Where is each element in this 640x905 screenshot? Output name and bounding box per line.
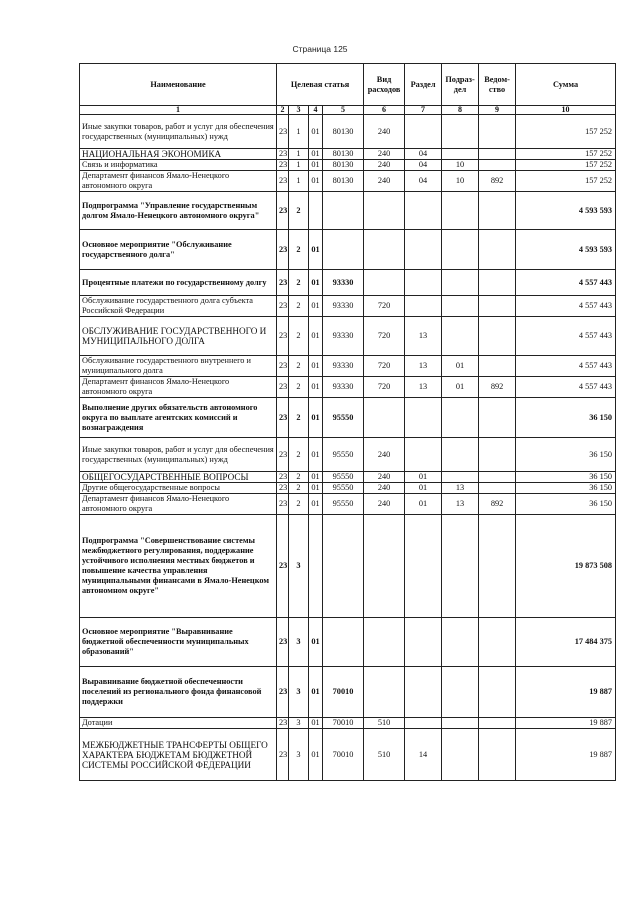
row-code-cell: 01 — [309, 494, 323, 515]
table-row — [80, 494, 616, 515]
row-expense-type-cell: 240 — [364, 494, 405, 515]
row-code-cell: 01 — [309, 149, 323, 160]
row-code-cell: 95550 — [323, 483, 364, 494]
header-row — [80, 64, 616, 106]
row-department-cell — [479, 718, 516, 729]
row-amount-cell: 36 150 — [516, 398, 616, 438]
row-expense-type-cell: 720 — [364, 296, 405, 317]
row-code-cell: 95550 — [323, 472, 364, 483]
row-section-cell — [405, 270, 442, 296]
row-amount-cell: 36 150 — [516, 494, 616, 515]
row-code-cell: 23 — [277, 160, 289, 171]
row-amount-cell: 4 557 443 — [516, 377, 616, 398]
table-row — [80, 438, 616, 472]
row-code-cell: 1 — [289, 149, 309, 160]
row-amount-cell: 36 150 — [516, 483, 616, 494]
row-code-cell: 70010 — [323, 729, 364, 781]
row-amount-cell: 4 593 593 — [516, 192, 616, 230]
header-name: Наименование — [80, 64, 277, 106]
row-section-cell: 04 — [405, 171, 442, 192]
row-expense-type-cell: 510 — [364, 729, 405, 781]
row-amount-cell: 4 557 443 — [516, 296, 616, 317]
row-subsection-cell: 10 — [442, 171, 479, 192]
row-code-cell: 23 — [277, 296, 289, 317]
row-code-cell: 2 — [289, 356, 309, 377]
row-amount-cell: 157 252 — [516, 160, 616, 171]
row-code-cell: 2 — [289, 377, 309, 398]
row-department-cell — [479, 472, 516, 483]
row-expense-type-cell — [364, 192, 405, 230]
header-expense-type: Вид расходов — [364, 64, 405, 106]
row-code-cell: 23 — [277, 494, 289, 515]
row-code-cell: 2 — [289, 296, 309, 317]
row-name-cell: ОБЩЕГОСУДАРСТВЕННЫЕ ВОПРОСЫ — [80, 472, 277, 483]
row-amount-cell: 157 252 — [516, 171, 616, 192]
row-section-cell — [405, 438, 442, 472]
row-amount-cell: 19 887 — [516, 718, 616, 729]
row-department-cell: 892 — [479, 494, 516, 515]
row-name-cell: Процентные платежи по государственному долгу — [80, 270, 277, 296]
row-code-cell: 01 — [309, 356, 323, 377]
row-expense-type-cell: 240 — [364, 438, 405, 472]
table-row — [80, 149, 616, 160]
row-amount-cell: 17 484 375 — [516, 618, 616, 667]
row-amount-cell: 157 252 — [516, 115, 616, 149]
row-subsection-cell — [442, 115, 479, 149]
table-row — [80, 160, 616, 171]
row-amount-cell: 4 557 443 — [516, 270, 616, 296]
row-section-cell: 01 — [405, 483, 442, 494]
row-subsection-cell — [442, 472, 479, 483]
row-expense-type-cell: 510 — [364, 718, 405, 729]
row-department-cell — [479, 356, 516, 377]
row-code-cell: 23 — [277, 356, 289, 377]
row-code-cell: 3 — [289, 729, 309, 781]
row-code-cell: 3 — [289, 618, 309, 667]
column-number: 5 — [323, 106, 364, 115]
column-number: 3 — [289, 106, 309, 115]
row-subsection-cell — [442, 192, 479, 230]
row-code-cell: 1 — [289, 160, 309, 171]
row-section-cell — [405, 667, 442, 718]
row-code-cell: 01 — [309, 398, 323, 438]
table-row — [80, 192, 616, 230]
row-code-cell — [309, 192, 323, 230]
row-code-cell: 23 — [277, 718, 289, 729]
table-row — [80, 398, 616, 438]
row-code-cell: 01 — [309, 472, 323, 483]
row-code-cell: 95550 — [323, 438, 364, 472]
row-name-cell: Основное мероприятие "Выравнивание бюджетной обеспеченности муниципальных образований" — [80, 618, 277, 667]
row-code-cell: 01 — [309, 618, 323, 667]
row-amount-cell: 19 887 — [516, 667, 616, 718]
row-code-cell: 23 — [277, 192, 289, 230]
row-code-cell: 80130 — [323, 171, 364, 192]
row-code-cell: 23 — [277, 438, 289, 472]
row-code-cell: 01 — [309, 160, 323, 171]
row-department-cell — [479, 667, 516, 718]
row-amount-cell: 4 557 443 — [516, 317, 616, 356]
row-expense-type-cell: 240 — [364, 149, 405, 160]
row-expense-type-cell: 240 — [364, 160, 405, 171]
row-code-cell — [323, 618, 364, 667]
row-code-cell: 23 — [277, 377, 289, 398]
row-code-cell: 93330 — [323, 270, 364, 296]
row-subsection-cell — [442, 149, 479, 160]
row-name-cell: Основное мероприятие "Обслуживание государственного долга" — [80, 230, 277, 270]
row-code-cell: 3 — [289, 515, 309, 618]
row-section-cell — [405, 618, 442, 667]
row-code-cell: 23 — [277, 171, 289, 192]
column-number-row — [80, 106, 616, 115]
row-subsection-cell — [442, 618, 479, 667]
row-code-cell — [323, 192, 364, 230]
column-number: 10 — [516, 106, 616, 115]
row-code-cell: 23 — [277, 618, 289, 667]
row-code-cell: 23 — [277, 472, 289, 483]
table-row — [80, 483, 616, 494]
row-code-cell: 2 — [289, 472, 309, 483]
table-row — [80, 515, 616, 618]
row-code-cell: 01 — [309, 667, 323, 718]
row-department-cell — [479, 483, 516, 494]
row-subsection-cell — [442, 438, 479, 472]
table-row — [80, 317, 616, 356]
table-row — [80, 296, 616, 317]
row-section-cell: 14 — [405, 729, 442, 781]
row-department-cell — [479, 398, 516, 438]
row-code-cell: 95550 — [323, 494, 364, 515]
row-section-cell — [405, 230, 442, 270]
row-subsection-cell — [442, 718, 479, 729]
row-amount-cell: 36 150 — [516, 472, 616, 483]
row-department-cell — [479, 296, 516, 317]
row-code-cell: 01 — [309, 718, 323, 729]
row-amount-cell: 36 150 — [516, 438, 616, 472]
row-subsection-cell — [442, 515, 479, 618]
row-name-cell: Дотации — [80, 718, 277, 729]
row-department-cell — [479, 618, 516, 667]
row-code-cell: 01 — [309, 171, 323, 192]
table-row — [80, 472, 616, 483]
column-number: 1 — [80, 106, 277, 115]
row-name-cell: Выравнивание бюджетной обеспеченности поселений из регионального фонда финансовой поддержки — [80, 667, 277, 718]
row-code-cell: 3 — [289, 667, 309, 718]
row-department-cell — [479, 230, 516, 270]
row-section-cell: 04 — [405, 149, 442, 160]
row-code-cell: 23 — [277, 483, 289, 494]
row-subsection-cell — [442, 296, 479, 317]
row-subsection-cell — [442, 230, 479, 270]
table-row — [80, 171, 616, 192]
column-number: 7 — [405, 106, 442, 115]
row-code-cell — [323, 515, 364, 618]
row-code-cell: 1 — [289, 115, 309, 149]
row-code-cell: 3 — [289, 718, 309, 729]
row-section-cell — [405, 718, 442, 729]
row-section-cell: 13 — [405, 356, 442, 377]
row-code-cell: 2 — [289, 483, 309, 494]
row-department-cell — [479, 515, 516, 618]
row-expense-type-cell: 720 — [364, 356, 405, 377]
row-code-cell: 01 — [309, 317, 323, 356]
table-row — [80, 356, 616, 377]
column-number: 2 — [277, 106, 289, 115]
row-section-cell — [405, 115, 442, 149]
column-number: 9 — [479, 106, 516, 115]
row-department-cell — [479, 160, 516, 171]
row-section-cell: 13 — [405, 317, 442, 356]
row-section-cell: 01 — [405, 494, 442, 515]
row-code-cell: 23 — [277, 115, 289, 149]
row-code-cell: 80130 — [323, 149, 364, 160]
row-name-cell: Департамент финансов Ямало-Ненецкого автономного округа — [80, 171, 277, 192]
column-number: 6 — [364, 106, 405, 115]
row-section-cell: 04 — [405, 160, 442, 171]
row-expense-type-cell: 720 — [364, 317, 405, 356]
row-department-cell — [479, 149, 516, 160]
row-code-cell: 01 — [309, 438, 323, 472]
table-row — [80, 667, 616, 718]
row-department-cell — [479, 270, 516, 296]
row-subsection-cell: 13 — [442, 483, 479, 494]
row-expense-type-cell — [364, 667, 405, 718]
header-department: Ведом-ство — [479, 64, 516, 106]
row-name-cell: Связь и информатика — [80, 160, 277, 171]
row-department-cell: 892 — [479, 377, 516, 398]
row-section-cell — [405, 515, 442, 618]
row-subsection-cell: 10 — [442, 160, 479, 171]
row-expense-type-cell: 240 — [364, 472, 405, 483]
row-expense-type-cell — [364, 515, 405, 618]
row-name-cell: НАЦИОНАЛЬНАЯ ЭКОНОМИКА — [80, 149, 277, 160]
row-expense-type-cell: 240 — [364, 115, 405, 149]
row-code-cell: 23 — [277, 398, 289, 438]
row-code-cell: 2 — [289, 398, 309, 438]
row-expense-type-cell — [364, 398, 405, 438]
row-subsection-cell — [442, 729, 479, 781]
table-row — [80, 270, 616, 296]
row-code-cell: 80130 — [323, 115, 364, 149]
row-section-cell: 13 — [405, 377, 442, 398]
row-department-cell — [479, 317, 516, 356]
header-subsection: Подраз-дел — [442, 64, 479, 106]
row-expense-type-cell: 240 — [364, 171, 405, 192]
row-name-cell: Выполнение других обязательств автономного округа по выплате агентских комиссий и вознаграждения — [80, 398, 277, 438]
row-code-cell: 01 — [309, 729, 323, 781]
row-code-cell: 93330 — [323, 317, 364, 356]
row-expense-type-cell — [364, 230, 405, 270]
row-name-cell: Департамент финансов Ямало-Ненецкого автономного округа — [80, 494, 277, 515]
row-name-cell: Обслуживание государственного внутреннего и муниципального долга — [80, 356, 277, 377]
row-code-cell: 2 — [289, 230, 309, 270]
row-department-cell — [479, 438, 516, 472]
row-code-cell: 23 — [277, 667, 289, 718]
row-amount-cell: 4 557 443 — [516, 356, 616, 377]
row-name-cell: Подпрограмма "Управление государственным долгом Ямало-Ненецкого автономного округа" — [80, 192, 277, 230]
row-code-cell: 1 — [289, 171, 309, 192]
table-row — [80, 230, 616, 270]
column-number: 8 — [442, 106, 479, 115]
row-department-cell — [479, 192, 516, 230]
row-code-cell: 2 — [289, 438, 309, 472]
table-row — [80, 618, 616, 667]
row-code-cell: 23 — [277, 729, 289, 781]
row-code-cell — [323, 230, 364, 270]
row-amount-cell: 4 593 593 — [516, 230, 616, 270]
row-subsection-cell — [442, 317, 479, 356]
row-subsection-cell — [442, 398, 479, 438]
row-code-cell: 01 — [309, 296, 323, 317]
row-code-cell: 95550 — [323, 398, 364, 438]
row-code-cell: 70010 — [323, 718, 364, 729]
row-code-cell: 23 — [277, 317, 289, 356]
row-amount-cell: 157 252 — [516, 149, 616, 160]
budget-table — [79, 63, 616, 781]
row-section-cell — [405, 296, 442, 317]
row-expense-type-cell: 720 — [364, 377, 405, 398]
row-code-cell: 23 — [277, 515, 289, 618]
row-name-cell: Департамент финансов Ямало-Ненецкого автономного округа — [80, 377, 277, 398]
row-section-cell: 01 — [405, 472, 442, 483]
row-code-cell — [309, 515, 323, 618]
row-subsection-cell: 13 — [442, 494, 479, 515]
header-target: Целевая статья — [277, 64, 364, 106]
row-name-cell: Обслуживание государственного долга субъекта Российской Федерации — [80, 296, 277, 317]
row-code-cell: 01 — [309, 377, 323, 398]
row-subsection-cell — [442, 270, 479, 296]
row-subsection-cell: 01 — [442, 356, 479, 377]
row-code-cell: 23 — [277, 270, 289, 296]
header-section: Раздел — [405, 64, 442, 106]
column-number: 4 — [309, 106, 323, 115]
table-row — [80, 718, 616, 729]
row-department-cell — [479, 729, 516, 781]
row-subsection-cell: 01 — [442, 377, 479, 398]
row-department-cell — [479, 115, 516, 149]
row-subsection-cell — [442, 667, 479, 718]
row-expense-type-cell: 240 — [364, 483, 405, 494]
row-name-cell: ОБСЛУЖИВАНИЕ ГОСУДАРСТВЕННОГО И МУНИЦИПАЛЬНОГО ДОЛГА — [80, 317, 277, 356]
row-name-cell: Другие общегосударственные вопросы — [80, 483, 277, 494]
row-code-cell: 70010 — [323, 667, 364, 718]
row-amount-cell: 19 887 — [516, 729, 616, 781]
row-code-cell: 2 — [289, 192, 309, 230]
row-section-cell — [405, 192, 442, 230]
page-number-label: Страница 125 — [292, 44, 348, 54]
header-amount: Сумма — [516, 64, 616, 106]
row-code-cell: 01 — [309, 115, 323, 149]
row-name-cell: Подпрограмма "Совершенствование системы межбюджетного регулирования, поддержание устойчивого исполнения местных бюджетов и повышение качества управления муниципальными финансами в Ямало-Ненецком автономном округе" — [80, 515, 277, 618]
row-code-cell: 2 — [289, 494, 309, 515]
row-code-cell: 01 — [309, 230, 323, 270]
row-code-cell: 2 — [289, 317, 309, 356]
table-row — [80, 729, 616, 781]
row-code-cell: 93330 — [323, 377, 364, 398]
row-code-cell: 80130 — [323, 160, 364, 171]
row-code-cell: 01 — [309, 270, 323, 296]
row-name-cell: Иные закупки товаров, работ и услуг для обеспечения государственных (муниципальных) нужд — [80, 115, 277, 149]
row-code-cell: 01 — [309, 483, 323, 494]
row-section-cell — [405, 398, 442, 438]
row-name-cell: Иные закупки товаров, работ и услуг для обеспечения государственных (муниципальных) нужд — [80, 438, 277, 472]
row-code-cell: 2 — [289, 270, 309, 296]
row-code-cell: 93330 — [323, 356, 364, 377]
row-expense-type-cell — [364, 618, 405, 667]
row-expense-type-cell — [364, 270, 405, 296]
row-code-cell: 23 — [277, 149, 289, 160]
row-name-cell: МЕЖБЮДЖЕТНЫЕ ТРАНСФЕРТЫ ОБЩЕГО ХАРАКТЕРА БЮДЖЕТАМ БЮДЖЕТНОЙ СИСТЕМЫ РОССИЙСКОЙ ФЕДЕРАЦИИ — [80, 729, 277, 781]
table-row — [80, 377, 616, 398]
row-department-cell: 892 — [479, 171, 516, 192]
row-code-cell: 93330 — [323, 296, 364, 317]
table-row — [80, 115, 616, 149]
row-code-cell: 23 — [277, 230, 289, 270]
row-amount-cell: 19 873 508 — [516, 515, 616, 618]
